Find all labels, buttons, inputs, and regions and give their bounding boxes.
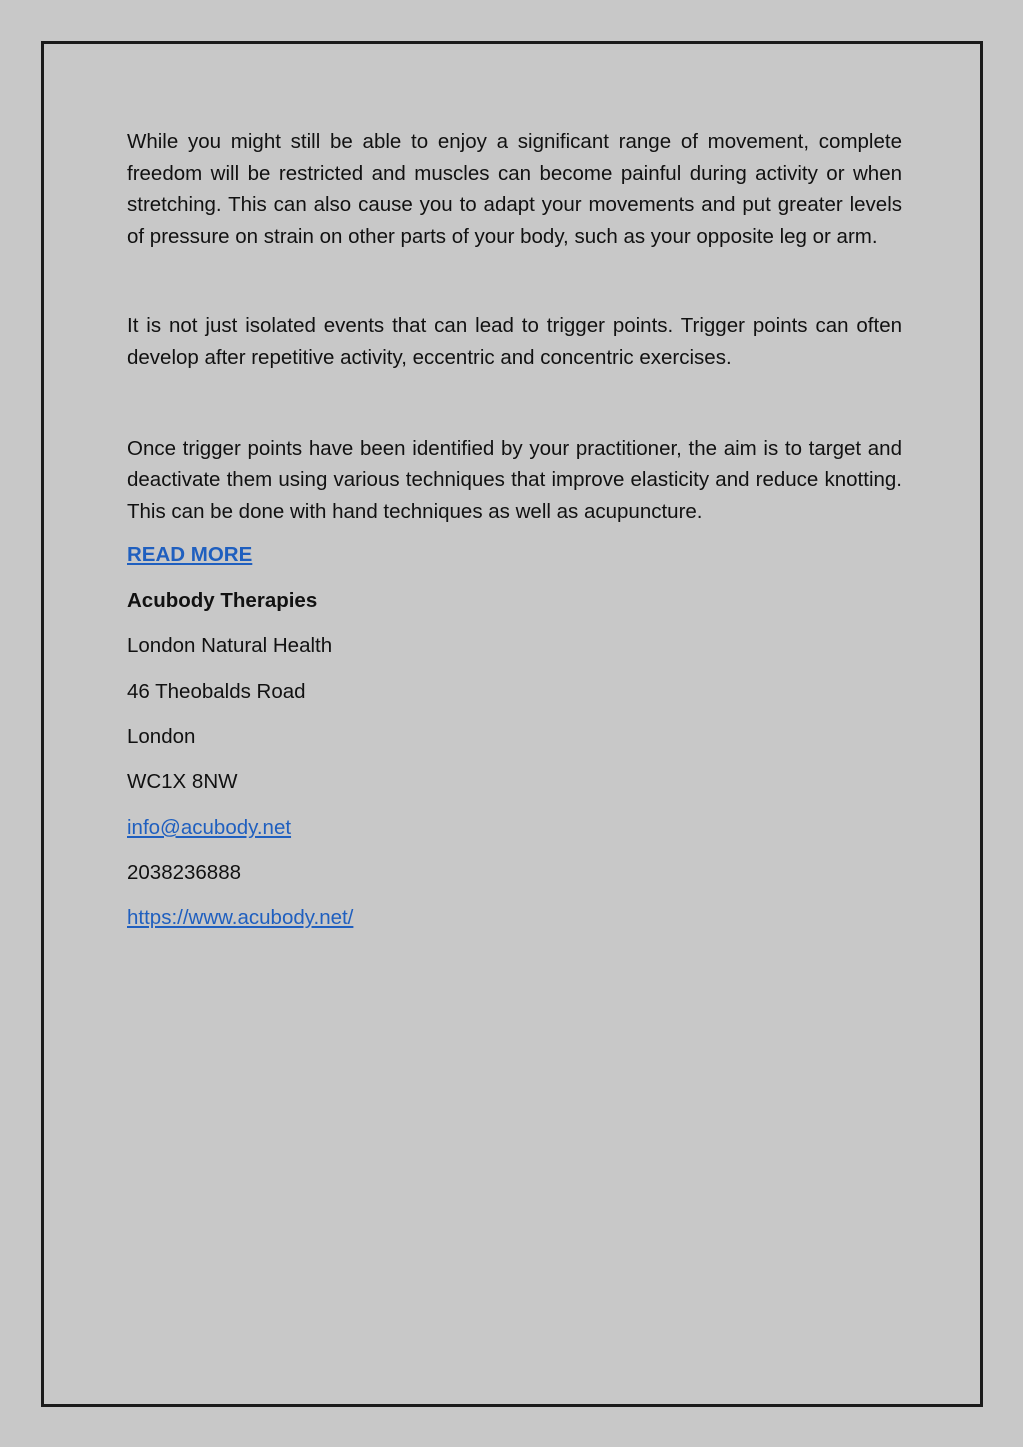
city: London — [127, 724, 196, 748]
postcode: WC1X 8NW — [127, 770, 238, 794]
paragraph-movement: While you might still be able to enjoy a significant range of movement, complete freedom will be restricted and muscles can become painful during activity or when stretching. This can also cause you to adapt your movements and put greater levels of pressure on strain on other parts of your body, such as your opposite leg or arm. — [127, 130, 902, 248]
email-link[interactable]: info@acubody.net — [127, 815, 292, 839]
clinic-name: London Natural Health — [127, 634, 333, 658]
email-row — [127, 812, 902, 857]
website-row — [127, 902, 902, 947]
phone-number: 2038236888 — [127, 861, 242, 885]
read-more-row — [127, 539, 902, 584]
document-content — [127, 126, 902, 948]
website-link[interactable]: https://www.acubody.net/ — [127, 906, 354, 930]
paragraph-treatment: Once trigger points have been identified by your practitioner, the aim is to target and deactivate them using various techniques that improve elasticity and reduce knotting. This can be done with hand techniques as well as acupuncture. — [127, 436, 902, 523]
page-frame — [41, 41, 983, 1407]
read-more-link[interactable]: READ MORE — [127, 543, 253, 567]
street-address: 46 Theobalds Road — [127, 679, 306, 703]
paragraph-trigger-points: It is not just isolated events that can lead to trigger points. Trigger points can often develop after repetitive activity, eccentric and concentric exercises. — [127, 314, 902, 369]
business-name: Acubody Therapies — [127, 588, 318, 612]
